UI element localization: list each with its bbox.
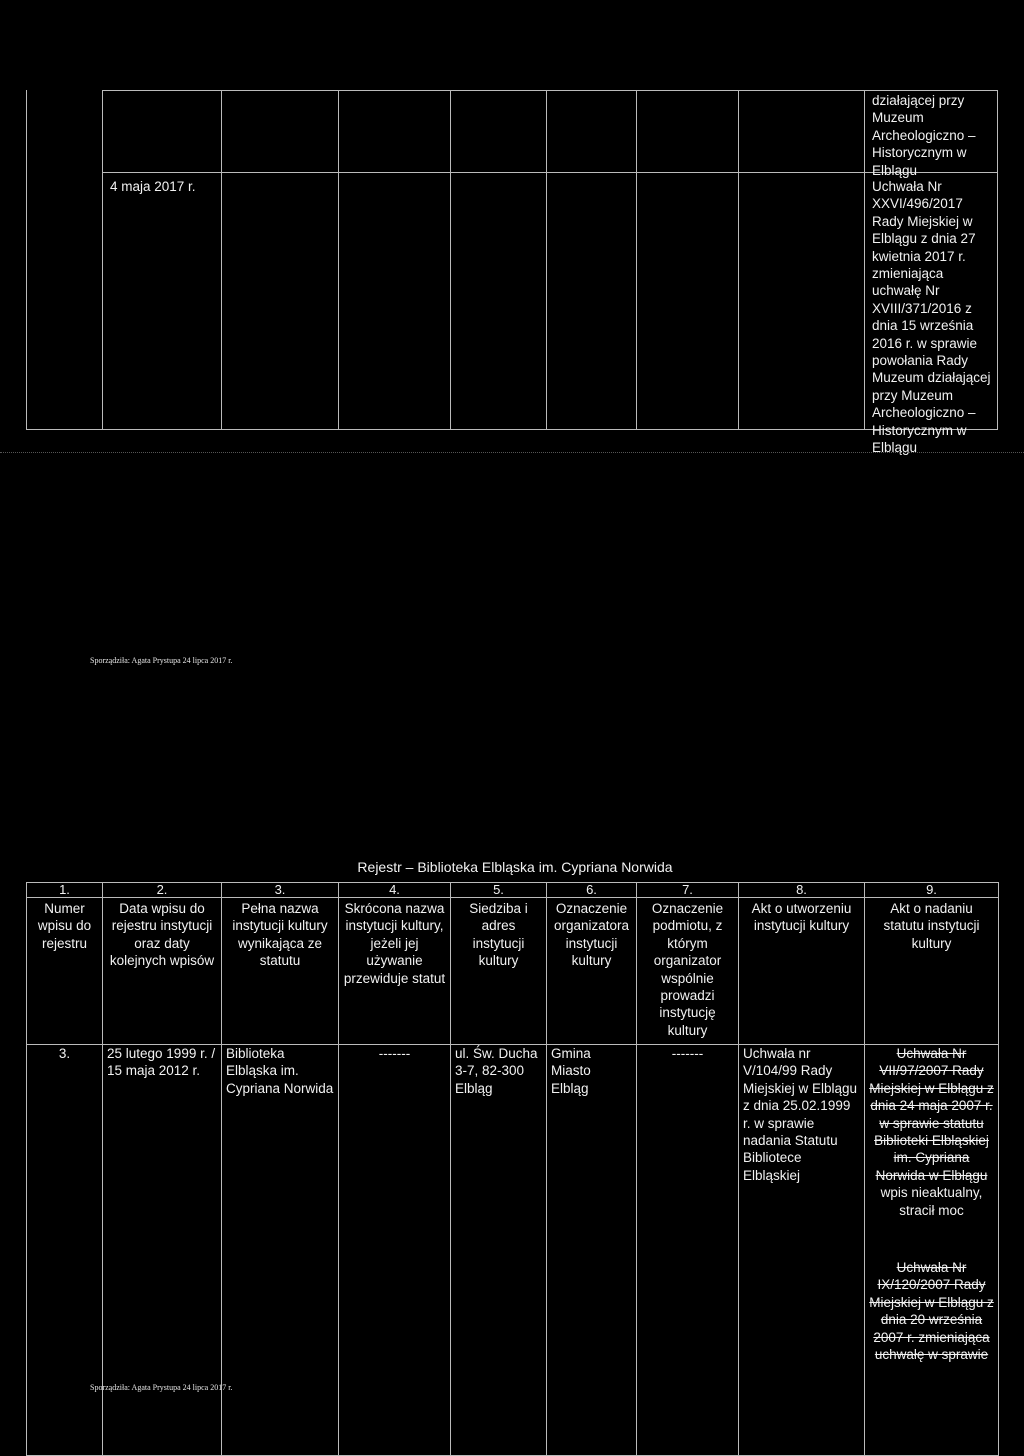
register-table [26, 882, 999, 1456]
column-header: Siedziba i adres instytucji kultury [451, 898, 547, 1045]
table-row [27, 1045, 999, 1456]
column-header: Pełna nazwa instytucji kultury wynikająca ze statutu [222, 898, 339, 1045]
column-number: 7. [637, 883, 739, 898]
institution-address: ul. Św. Ducha 3-7, 82-300 Elbląg [451, 1045, 547, 1456]
header-row [27, 898, 999, 1045]
column-header: Oznaczenie organizatora instytucji kultury [547, 898, 637, 1045]
column-number: 3. [222, 883, 339, 898]
previous-register-table [26, 90, 998, 456]
entry-number: 3. [27, 1045, 103, 1456]
column-number: 8. [739, 883, 865, 898]
column-number: 2. [103, 883, 222, 898]
statute-act-note: wpis nieaktualny, stracił moc [880, 1185, 983, 1218]
column-number-row [27, 883, 999, 898]
statute-act-superseded: Uchwała Nr VII/97/2007 Rady Miejskiej w Elblągu z dnia 24 maja 2007 r. w sprawie statutu Biblioteki Elbląskiej im. Cypriana Norwida w Elblągu [869, 1046, 994, 1183]
co-organizer: ------- [671, 1046, 704, 1061]
column-header: Oznaczenie podmiotu, z którym organizator wspólnie prowadzi instytucję kultury [637, 898, 739, 1045]
register-title: Rejestr – Biblioteka Elbląska im. Cypriana Norwida [357, 859, 673, 875]
prepared-by-note: Sporządziła: Agata Prystupa 24 lipca 2017 r. [90, 656, 233, 665]
organizer: Gmina Miasto Elbląg [547, 1045, 637, 1456]
prepared-by-note-bottom: Sporządziła: Agata Prystupa 24 lipca 2017 r. [90, 1383, 233, 1392]
column-number: 6. [547, 883, 637, 898]
column-header: Skrócona nazwa instytucji kultury, jeżeli jej używanie przewiduje statut [339, 898, 451, 1045]
column-header: Akt o nadaniu statutu instytucji kultury [865, 898, 999, 1045]
column-number: 5. [451, 883, 547, 898]
creation-act: Uchwała nr V/104/99 Rady Miejskiej w Elblągu z dnia 25.02.1999 r. w sprawie nadania Statutu Bibliotece Elbląskiej [739, 1045, 865, 1456]
institution-full-name: Biblioteka Elbląska im. Cypriana Norwida [222, 1045, 339, 1456]
entry-date: 4 maja 2017 r. [110, 179, 196, 194]
resolution-text: Uchwała Nr XXVI/496/2017 Rady Miejskiej w Elblągu z dnia 27 kwietnia 2017 r. zmieniająca uchwałę Nr XVIII/371/2016 z dnia 15 września 2016 r. w sprawie powołania Rady Muzeum działającej przy Muzeum Archeologiczno – Historycznym w Elblągu [872, 179, 991, 456]
column-number: 9. [865, 883, 999, 898]
entry-dates: 25 lutego 1999 r. / 15 maja 2012 r. [103, 1045, 222, 1456]
column-header: Numer wpisu do rejestru [27, 898, 103, 1045]
statute-act-amending: Uchwała Nr IX/120/2007 Rady Miejskiej w Elblągu z dnia 20 września 2007 r. zmieniająca uchwałę w sprawie [869, 1260, 994, 1363]
column-header: Akt o utworzeniu instytucji kultury [739, 898, 865, 1045]
column-header: Data wpisu do rejestru instytucji oraz daty kolejnych wpisów [103, 898, 222, 1045]
column-number: 4. [339, 883, 451, 898]
column-number: 1. [27, 883, 103, 898]
council-text-continued: działającej przy Muzeum Archeologiczno – Historycznym w Elblągu [872, 93, 976, 178]
institution-short-name: ------- [378, 1046, 411, 1061]
